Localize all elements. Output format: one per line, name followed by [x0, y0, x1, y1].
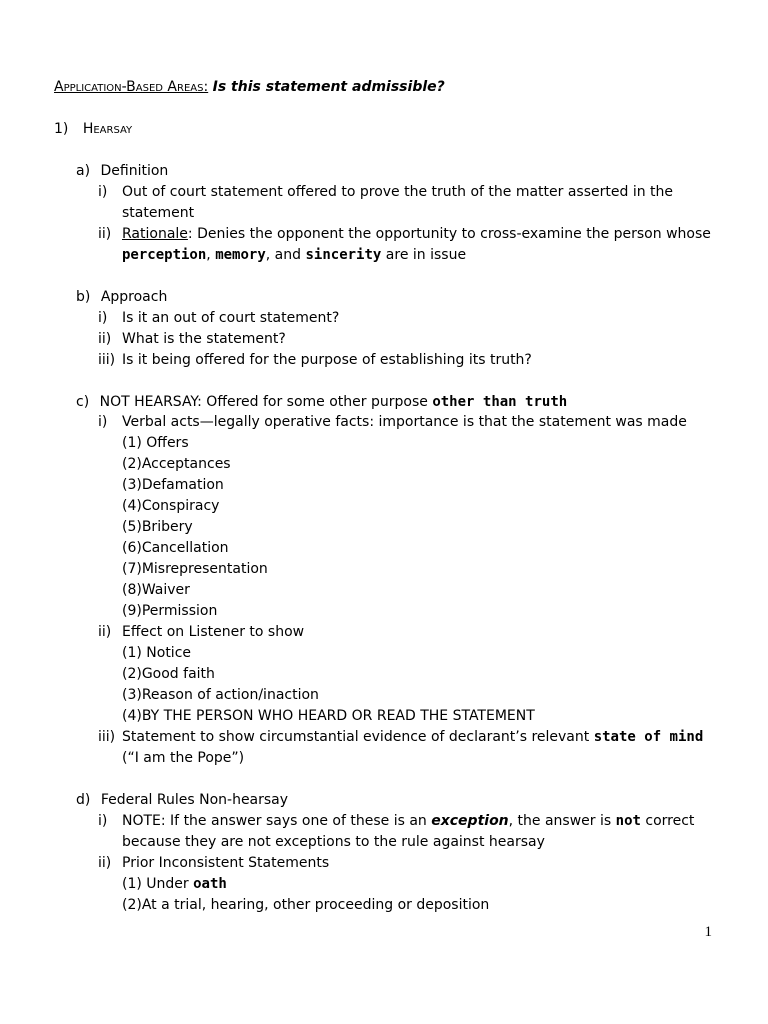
- a-i-line2: statement: [122, 205, 195, 221]
- listener-item: (1) Notice: [122, 645, 192, 661]
- d-i-middle: , the answer is: [508, 813, 616, 829]
- c-iii-prefix: Statement to show circumstantial evidence of declarant’s relevant: [122, 729, 594, 745]
- section-1-number: 1): [54, 121, 69, 137]
- d-i-prefix: NOTE: If the answer says one of these is an: [122, 813, 432, 829]
- a-ii-line1: [122, 225, 711, 243]
- d-i-end: correct: [640, 813, 695, 829]
- verbal-act-item: (3)Defamation: [122, 477, 224, 493]
- d-ii-1-prefix: (1) Under: [122, 876, 194, 892]
- subsection-d-title: Federal Rules Non-hearsay: [100, 792, 289, 808]
- a-ii-ending: are in issue: [381, 247, 467, 263]
- listener-item: (2)Good faith: [122, 666, 215, 682]
- subsection-a-number: a): [76, 163, 91, 179]
- rationale-text: : Denies the opponent the opportunity to cross-examine the person whose: [187, 226, 711, 242]
- verbal-act-item: (9)Permission: [122, 603, 218, 619]
- d-ii-number: ii): [98, 855, 112, 871]
- state-of-mind: state of mind: [593, 729, 704, 745]
- d-ii-item-2: (2)At a trial, hearing, other proceeding or deposition: [122, 897, 490, 913]
- page-number: 1: [704, 924, 712, 940]
- c-ii-number: ii): [98, 624, 112, 640]
- verbal-act-item: (8)Waiver: [122, 582, 190, 598]
- a-i-line1: Out of court statement offered to prove the truth of the matter asserted in the: [122, 184, 674, 200]
- separator-1: ,: [206, 247, 216, 263]
- not-term: not: [615, 813, 641, 829]
- section-1-title: Hearsay: [82, 121, 133, 137]
- a-i-number: i): [98, 184, 108, 200]
- subsection-b-number: b): [76, 289, 91, 305]
- separator-2: , and: [265, 247, 306, 263]
- verbal-act-item: (2)Acceptances: [122, 456, 231, 472]
- memory-term: memory: [215, 247, 266, 263]
- verbal-act-item: (5)Bribery: [122, 519, 193, 535]
- b-item-text: What is the statement?: [122, 331, 286, 347]
- subsection-b-title: Approach: [100, 289, 168, 305]
- perception-term: perception: [122, 247, 207, 263]
- page-heading: [54, 78, 445, 96]
- c-ii-text: Effect on Listener to show: [122, 624, 305, 640]
- d-ii-item-1: [122, 875, 227, 893]
- d-ii-text: Prior Inconsistent Statements: [122, 855, 330, 871]
- d-i-line1: [122, 812, 694, 830]
- a-ii-number: ii): [98, 226, 112, 242]
- subsection-d-number: d): [76, 792, 91, 808]
- c-i-number: i): [98, 414, 108, 430]
- d-i-number: i): [98, 813, 108, 829]
- subsection-a-title: Definition: [100, 163, 169, 179]
- verbal-act-item: (1) Offers: [122, 435, 189, 451]
- c-iii-text: [122, 728, 703, 746]
- b-item-number: iii): [98, 352, 116, 368]
- exception-term: exception: [431, 813, 509, 829]
- other-than-truth: other than truth: [432, 394, 568, 410]
- d-i-line2: because they are not exceptions to the rule against hearsay: [122, 834, 545, 850]
- c-i-text: Verbal acts—legally operative facts: importance is that the statement was made: [122, 414, 687, 430]
- subsection-a-heading: [76, 162, 168, 180]
- a-ii-line2: [122, 246, 466, 264]
- heading-colon: :: [203, 79, 209, 95]
- verbal-act-item: (4)Conspiracy: [122, 498, 220, 514]
- subsection-d-heading: [76, 791, 288, 809]
- section-1-heading: [54, 120, 132, 138]
- b-item-number: ii): [98, 331, 112, 347]
- listener-item: (4)BY THE PERSON WHO HEARD OR READ THE STATEMENT: [122, 708, 535, 724]
- c-iii-number: iii): [98, 729, 116, 745]
- verbal-act-item: (6)Cancellation: [122, 540, 229, 556]
- subsection-c-title: NOT HEARSAY: Offered for some other purpose: [99, 394, 433, 410]
- rationale-label: Rationale: [122, 226, 188, 242]
- verbal-act-item: (7)Misrepresentation: [122, 561, 268, 577]
- b-item-text: Is it an out of court statement?: [122, 310, 340, 326]
- subsection-b-heading: [76, 288, 167, 306]
- sincerity-term: sincerity: [305, 247, 382, 263]
- c-iii-line2: (“I am the Pope”): [122, 750, 245, 766]
- b-item-text: Is it being offered for the purpose of establishing its truth?: [122, 352, 532, 368]
- subsection-c-heading: [76, 393, 567, 411]
- heading-question: Is this statement admissible?: [212, 79, 445, 95]
- listener-item: (3)Reason of action/inaction: [122, 687, 319, 703]
- b-item-number: i): [98, 310, 108, 326]
- oath-term: oath: [193, 876, 227, 892]
- subsection-c-number: c): [76, 394, 90, 410]
- heading-label: Application-Based Areas: [54, 79, 204, 95]
